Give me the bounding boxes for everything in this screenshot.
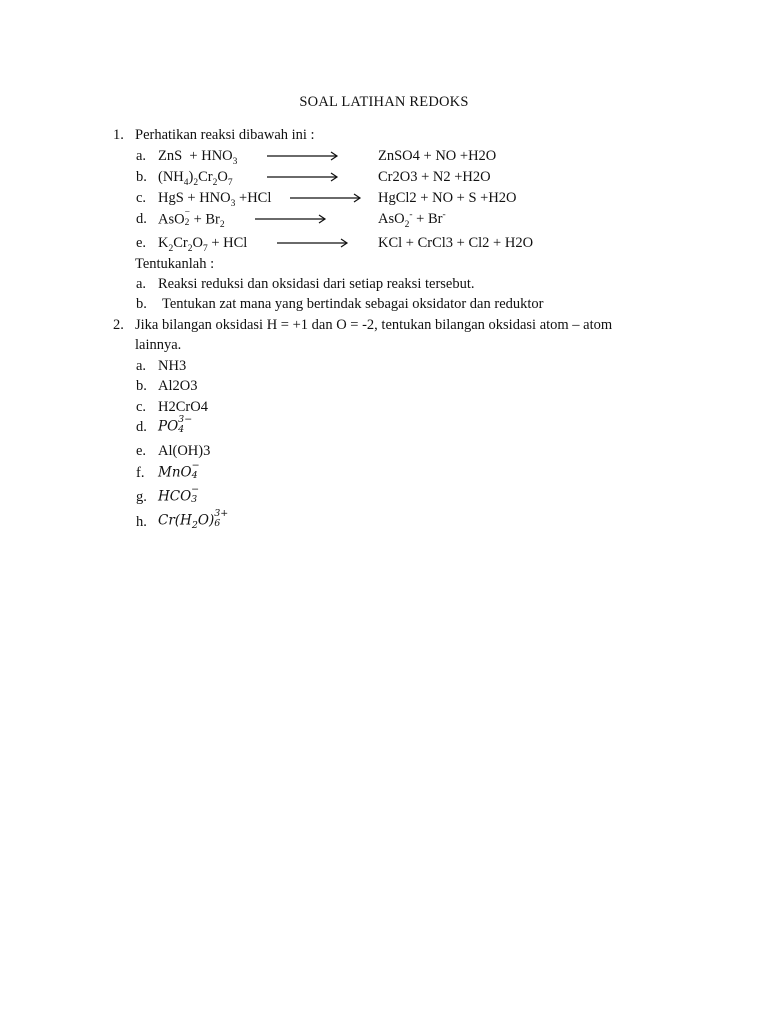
reaction-e-letter: e. xyxy=(136,235,147,251)
q2-item-e-text: Al(OH)3 xyxy=(158,443,211,459)
reaction-d-arrow xyxy=(255,214,327,224)
reaction-c-arrow xyxy=(290,193,362,203)
q2-item-a-letter: a. xyxy=(136,358,147,374)
reaction-e-products: KCl + CrCl3 + Cl2 + H2O xyxy=(378,235,534,251)
q2-item-c-letter: c. xyxy=(136,399,147,415)
q2-item-b-text: Al2O3 xyxy=(158,378,198,394)
reaction-a-reactants: ZnS + $HNO_3$ xyxy=(158,148,238,167)
page-title: SOAL LATIHAN REDOKS xyxy=(299,94,469,110)
tentukan-label: Tentukanlah : xyxy=(135,256,215,272)
q2-item-g-letter: g. xyxy=(136,489,147,505)
task-a-text: Reaksi reduksi dan oksidasi dari setiap reaksi tersebut. xyxy=(158,276,475,292)
task-a-letter: a. xyxy=(136,276,147,292)
q2-item-d-letter: d. xyxy=(136,419,147,435)
q2-item-h-formula: $Cr(H_2O)$ 3+ 6 xyxy=(158,508,229,532)
reaction-b-arrow xyxy=(267,172,339,182)
reaction-c-letter: c. xyxy=(136,190,147,206)
task-b-letter: b. xyxy=(136,296,147,312)
reaction-d-reactants: AsO − 2 + $Br_2$ xyxy=(158,208,225,231)
q2-text-line2: lainnya. xyxy=(135,337,182,353)
q2-item-g-formula: HCO − 3 xyxy=(158,484,200,505)
q2-item-f-formula: MnO − 4 xyxy=(158,460,200,481)
reaction-b-reactants: $(NH_4)_2Cr_2O_7$ xyxy=(158,169,233,188)
reaction-e-reactants: $K_2Cr_2O_7$ + HCl xyxy=(158,235,248,254)
reaction-b-letter: b. xyxy=(136,169,147,185)
q2-item-d-formula: PO 3− 4 xyxy=(158,414,193,435)
reaction-b-products: Cr2O3 + N2 +H2O xyxy=(378,169,491,185)
q2-item-e-letter: e. xyxy=(136,443,147,459)
q1-text: Perhatikan reaksi dibawah ini : xyxy=(135,127,315,143)
q2-item-a-text: NH3 xyxy=(158,358,187,374)
task-b-text: Tentukan zat mana yang bertindak sebagai oksidator dan reduktor xyxy=(162,296,544,312)
reaction-a-products: ZnSO4 + NO +H2O xyxy=(378,148,497,164)
q1-number: 1. xyxy=(113,127,124,143)
q2-item-h-letter: h. xyxy=(136,514,147,530)
reaction-c-reactants: HgS + $HNO_3 +HCl$ xyxy=(158,190,272,209)
reaction-d-letter: d. xyxy=(136,211,147,227)
q2-item-f-letter: f. xyxy=(136,465,145,481)
reaction-a-arrow xyxy=(267,151,339,161)
reaction-d-products: AsO$_2$- + Br- xyxy=(378,210,446,230)
q2-text-line1: Jika bilangan oksidasi H = +1 dan O = -2, tentukan bilangan oksidasi atom – atom xyxy=(135,317,613,333)
q2-number: 2. xyxy=(113,317,124,333)
q2-item-c-text: H2CrO4 xyxy=(158,399,208,415)
q2-item-b-letter: b. xyxy=(136,378,147,394)
reaction-c-products: HgCl2 + NO + S +H2O xyxy=(378,190,517,206)
reaction-e-arrow xyxy=(277,238,349,248)
reaction-a-letter: a. xyxy=(136,148,147,164)
